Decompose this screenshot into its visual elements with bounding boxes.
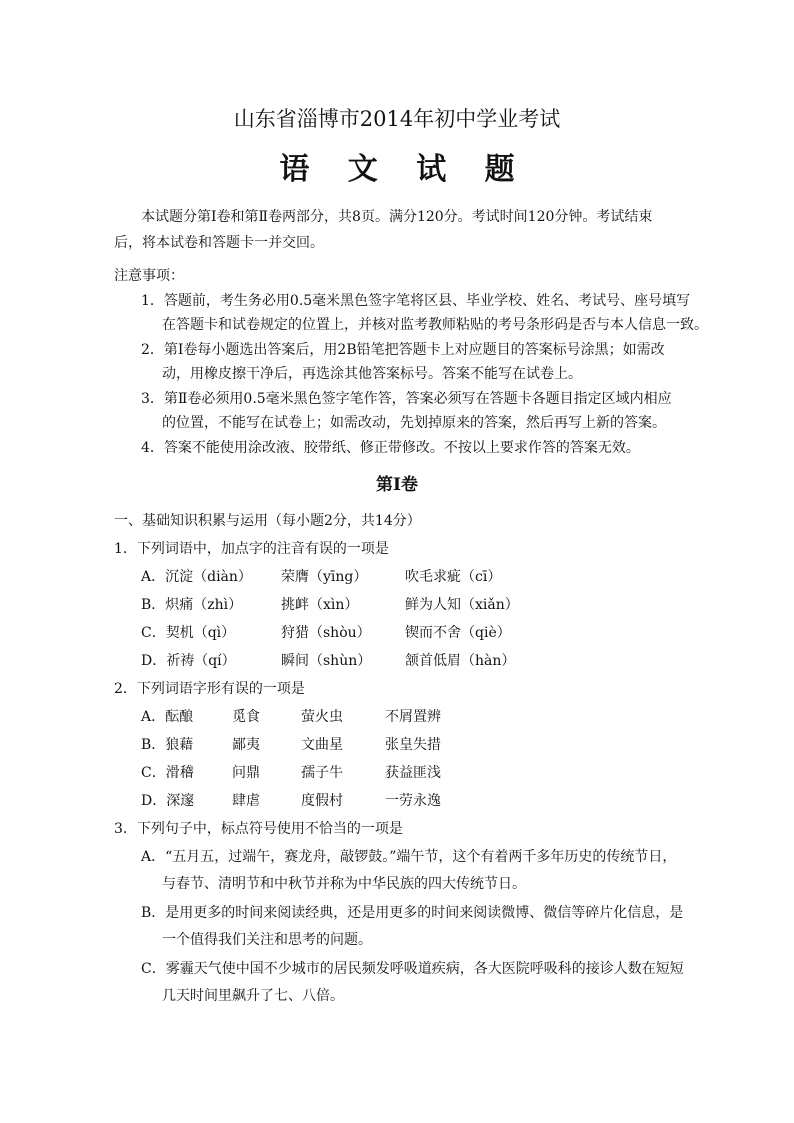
- exam-subtitle: 语 文 试 题: [279, 152, 529, 187]
- q3-option-b-line1: B．是用更多的时间来阅读经典，还是用更多的时间来阅读微博、微信等碎片化信息，是: [141, 905, 684, 921]
- q3-option-c-line1: C．雾霾天气使中国不少城市的居民频发呼吸道疾病，各大医院呼吸科的接诊人数在短短: [141, 961, 684, 977]
- q1-option-a-word2: 荣膺（yīng）: [281, 569, 368, 585]
- notes-heading: 注意事项：: [114, 268, 184, 284]
- q1-option-c-word1: C．契机（qì）: [141, 625, 236, 641]
- question-stem: 2．下列词语字形有误的一项是: [114, 681, 305, 697]
- q1-option-d-word3: 颔首低眉（hàn）: [405, 653, 516, 669]
- q2-option-a-word3: 萤火虫: [301, 709, 343, 725]
- q1-option-c-word3: 锲而不舍（qiè）: [405, 625, 511, 641]
- q3-option-b-line2: 一个值得我们关注和思考的问题。: [162, 932, 372, 948]
- q2-option-b-word4: 张皇失措: [385, 737, 441, 753]
- volume-title: 第Ⅰ卷: [376, 475, 418, 495]
- q1-option-b-word1: B．炽痛（zhì）: [141, 597, 243, 613]
- q1-option-b-word3: 鲜为人知（xiǎn）: [405, 597, 519, 613]
- q2-option-b-word3: 文曲星: [301, 737, 343, 753]
- exam-title: 山东省淄博市2014年初中学业考试: [233, 107, 561, 131]
- note-line: 在答题卡和试卷规定的位置上，并核对监考教师粘贴的考号条形码是否与本人信息一致。: [162, 317, 708, 333]
- q1-option-a-word1: A．沉淀（diàn）: [141, 569, 252, 585]
- q1-option-d-word1: D．祈祷（qí）: [141, 653, 236, 669]
- intro-line-2: 后，将本试卷和答题卡一并交回。: [114, 235, 324, 251]
- q2-option-d-word1: D．深邃: [141, 793, 195, 809]
- q2-option-d-word4: 一劳永逸: [385, 793, 441, 809]
- note-line: 1．答题前，考生务必用0.5毫米黑色签字笔将区县、毕业学校、姓名、考试号、座号填写: [141, 293, 691, 309]
- intro-line-1: 本试题分第Ⅰ卷和第Ⅱ卷两部分，共8页。满分120分。考试时间120分钟。考试结束: [141, 209, 653, 225]
- q2-option-a-word4: 不屑置辨: [385, 709, 441, 725]
- q2-option-d-word2: 肆虐: [232, 793, 260, 809]
- note-line: 的位置，不能写在试卷上；如需改动，先划掉原来的答案，然后再写上新的答案。: [162, 415, 666, 431]
- q2-option-a-word1: A．酝酿: [141, 709, 194, 725]
- q3-option-c-line2: 几天时间里飙升了七、八倍。: [162, 988, 344, 1004]
- question-stem: 1．下列词语中，加点字的注音有误的一项是: [114, 541, 389, 557]
- q1-option-a-word3: 吹毛求疵（cī）: [405, 569, 502, 585]
- note-line: 2．第Ⅰ卷每小题选出答案后，用2B铅笔把答题卡上对应题目的答案标号涂黑；如需改: [141, 342, 665, 358]
- note-line: 3．第Ⅱ卷必须用0.5毫米黑色签字笔作答，答案必须写在答题卡各题目指定区域内相应: [141, 391, 672, 407]
- q2-option-a-word2: 觅食: [232, 709, 260, 725]
- q1-option-c-word2: 狩猎（shòu）: [281, 625, 371, 641]
- note-line: 4．答案不能使用涂改液、胶带纸、修正带修改。不按以上要求作答的答案无效。: [141, 440, 640, 456]
- q3-option-a-line2: 与春节、清明节和中秋节并称为中华民族的四大传统节日。: [162, 876, 526, 892]
- question-stem: 3．下列句子中，标点符号使用不恰当的一项是: [114, 821, 403, 837]
- q2-option-c-word3: 孺子牛: [301, 765, 343, 781]
- q3-option-a-line1: A．“五月五，过端午，赛龙舟，敲锣鼓。”端午节，这个有着两千多年历史的传统节日，: [141, 849, 677, 865]
- q1-option-b-word2: 挑衅（xìn）: [281, 597, 359, 613]
- q2-option-b-word1: B．狼藉: [141, 737, 194, 753]
- note-line: 动，用橡皮擦干净后，再选涂其他答案标号。答案不能写在试卷上。: [162, 366, 582, 382]
- q1-option-d-word2: 瞬间（shùn）: [281, 653, 372, 669]
- q2-option-c-word4: 获益匪浅: [385, 765, 441, 781]
- q2-option-d-word3: 度假村: [301, 793, 343, 809]
- q2-option-b-word2: 鄙夷: [232, 737, 260, 753]
- section-heading: 一、基础知识积累与运用（每小题2分，共14分）: [114, 513, 421, 529]
- q2-option-c-word2: 问鼎: [232, 765, 260, 781]
- q2-option-c-word1: C．滑稽: [141, 765, 194, 781]
